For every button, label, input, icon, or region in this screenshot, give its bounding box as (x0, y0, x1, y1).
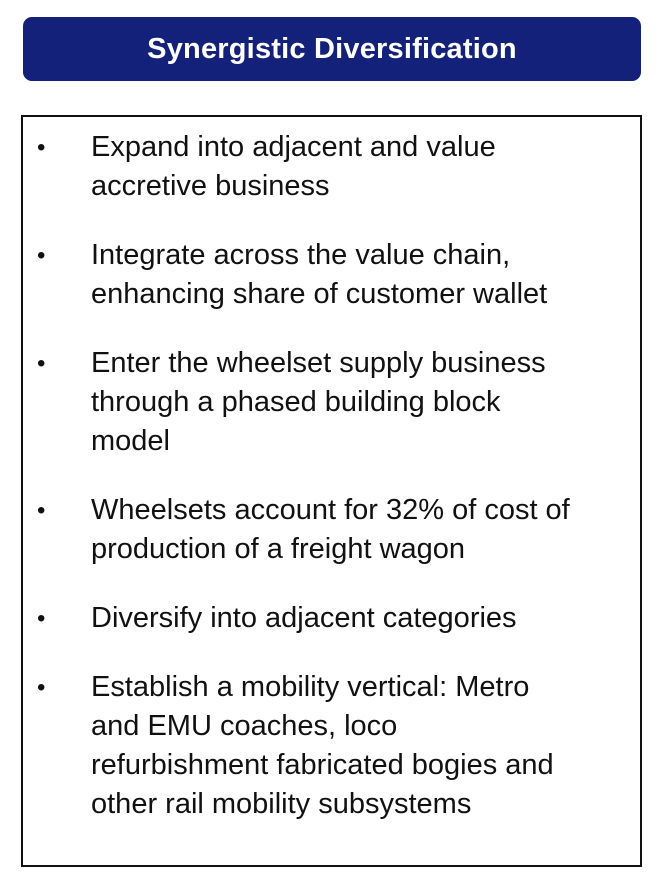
bullet-text: Expand into adjacent and value accretive business (91, 131, 496, 202)
bullet-marker: • (37, 134, 46, 161)
bullet-text: Enter the wheelset supply business through a phased building block model (91, 347, 546, 457)
bullet-text: Wheelsets account for 32% of cost of production of a freight wagon (91, 494, 570, 565)
bullet-text: Establish a mobility vertical: Metro and EMU coaches, loco refurbishment fabricated bogies and other rail mobility subsystems (91, 671, 554, 820)
bullet-marker: • (37, 497, 46, 524)
header-banner (23, 17, 641, 81)
bullet-text: Diversify into adjacent categories (91, 602, 517, 634)
bullet-marker: • (37, 605, 46, 632)
bullet-marker: • (37, 242, 46, 269)
bullet-marker: • (37, 674, 46, 701)
bullet-text: Integrate across the value chain, enhancing share of customer wallet (91, 239, 548, 310)
page-title: Synergistic Diversification (147, 32, 517, 65)
content-box (21, 115, 642, 867)
bullet-marker: • (37, 350, 46, 377)
